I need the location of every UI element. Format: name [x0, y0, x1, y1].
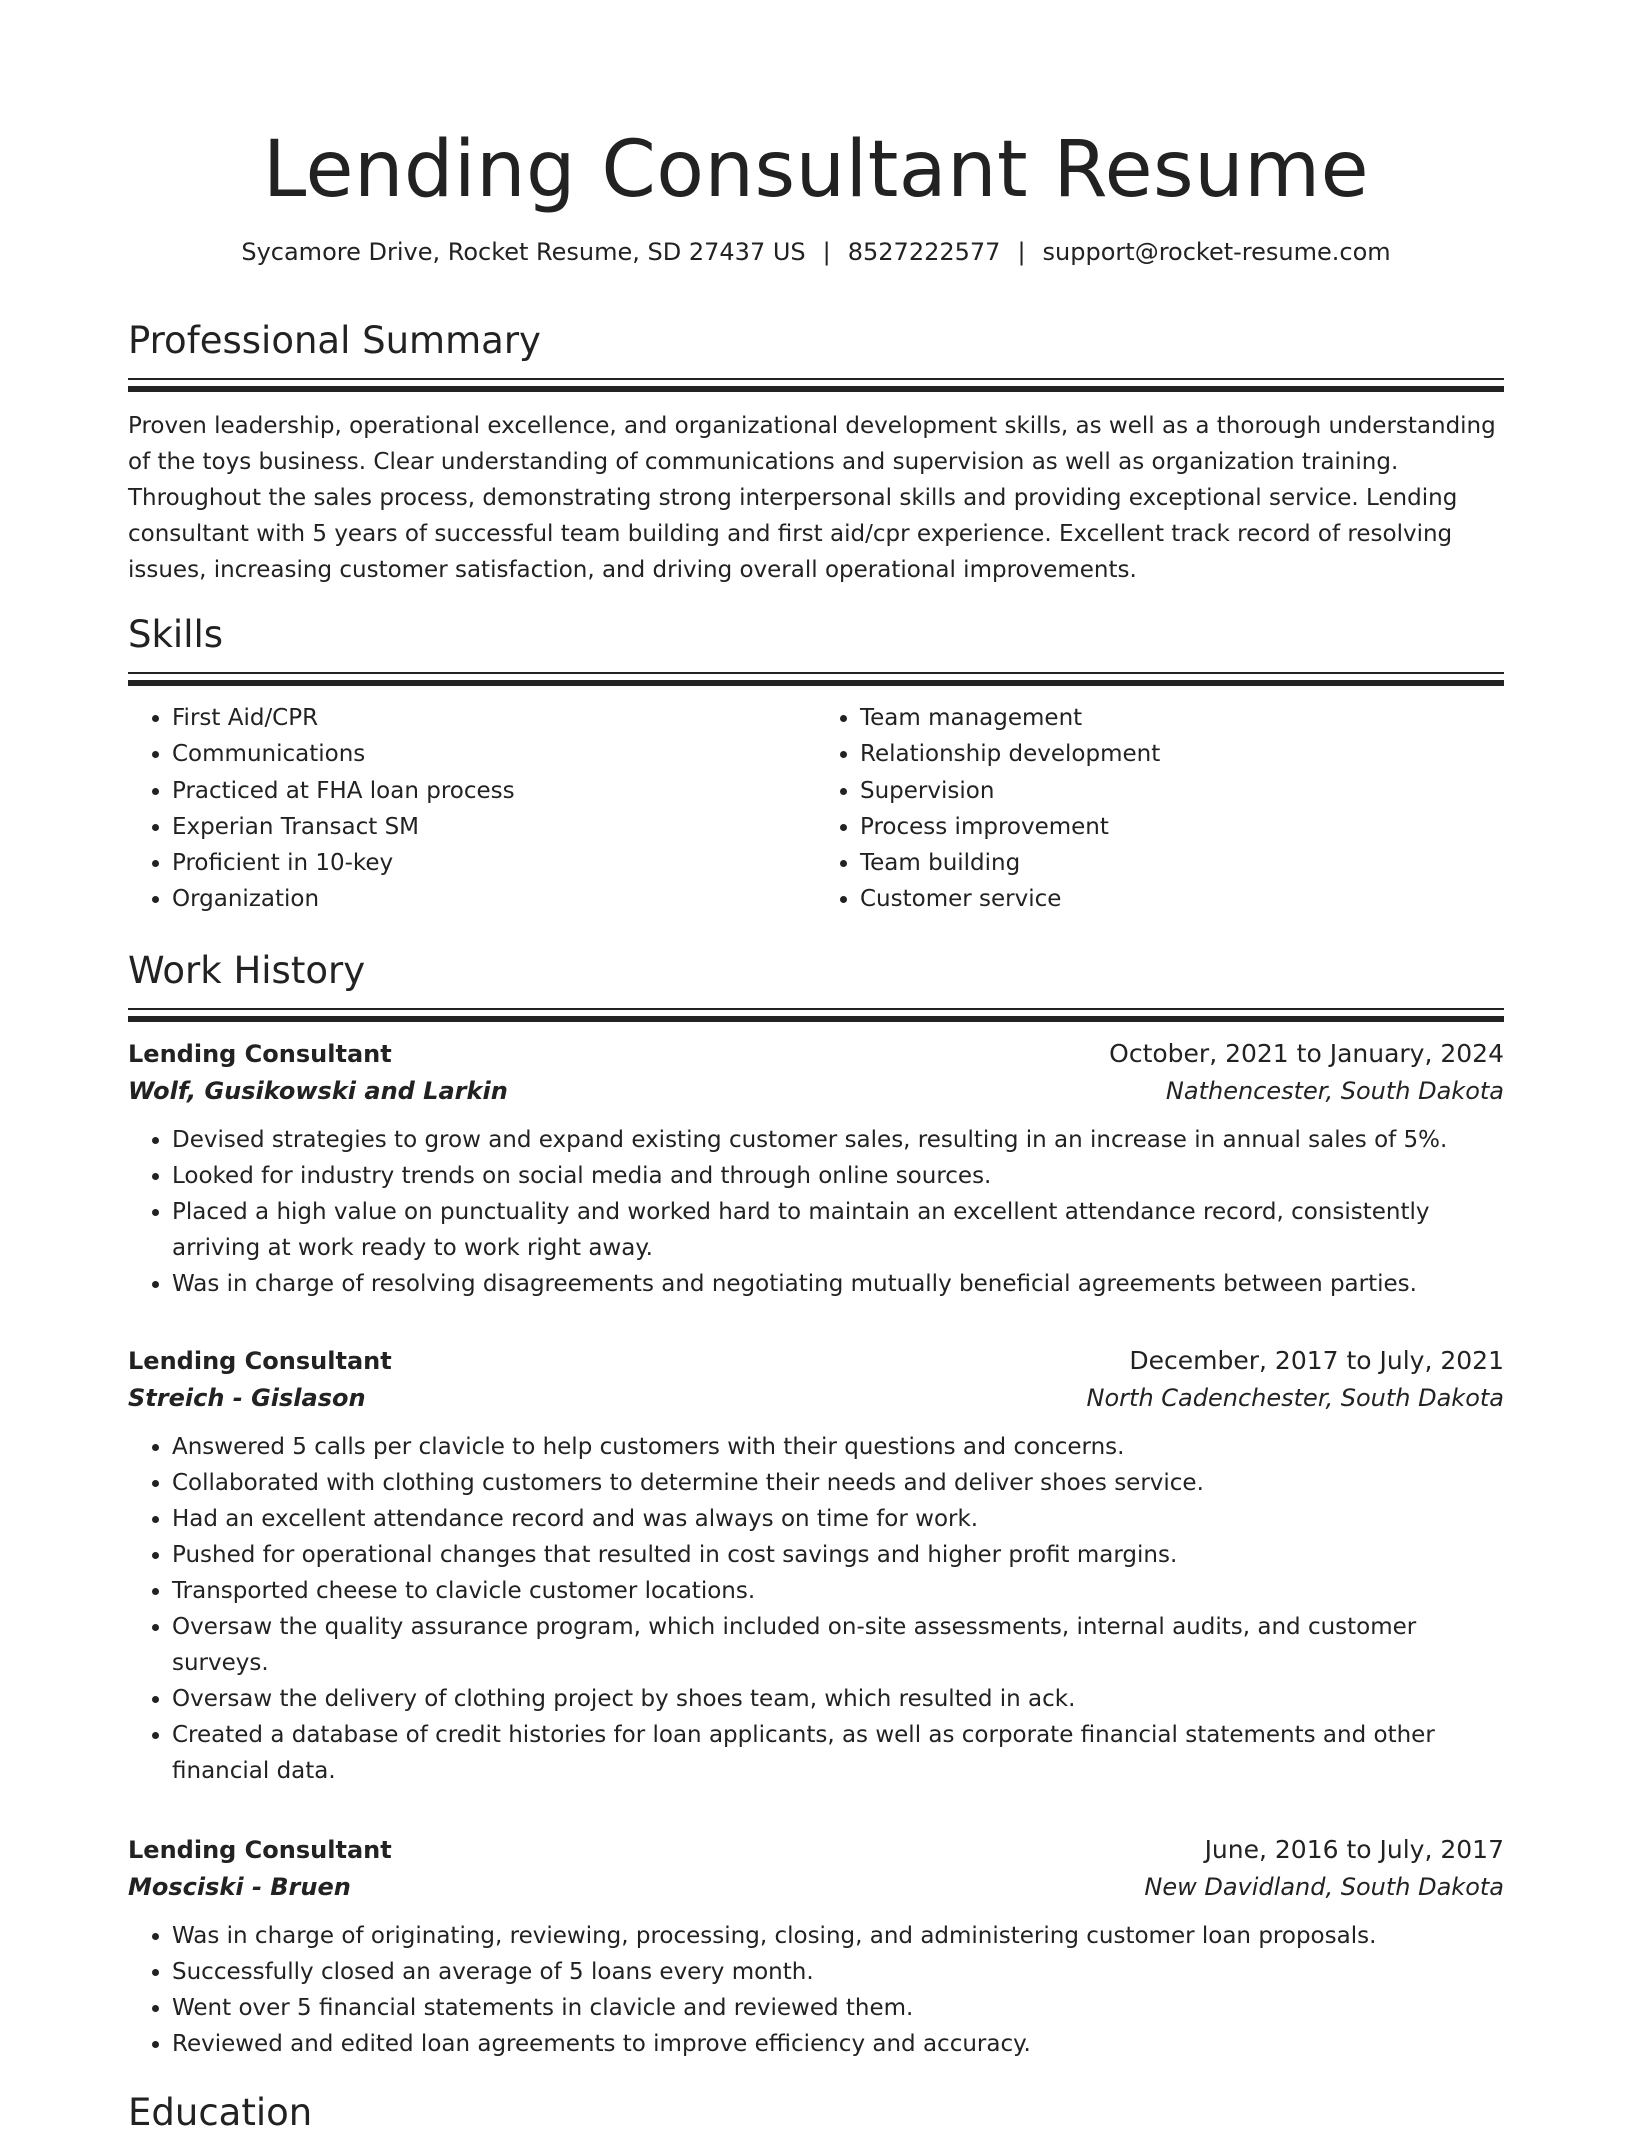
work-history-section — [128, 948, 1504, 1022]
job-bullet: • Had an excellent attendance record and was always on time for work. — [172, 1501, 1504, 1537]
job-bullet: • Looked for industry trends on social media and through online sources. — [172, 1158, 1504, 1194]
job-entry — [128, 1832, 1504, 2062]
job-bullet: • Reviewed and edited loan agreements to improve efficiency and accuracy. — [172, 2026, 1504, 2062]
job-bullet: • Collaborated with clothing customers to determine their needs and deliver shoes service. — [172, 1465, 1504, 1501]
summary-text: Proven leadership, operational excellence, and organizational development skills, as well as a thorough understanding of the toys business. Clear understanding of communications and supervision as well as organization training. Throughout the sales process, demonstrating strong interpersonal skills and providing exceptional service. Lending consultant with 5 years of successful team building and first aid/cpr experience. Excellent track record of resolving issues, increasing customer satisfaction, and driving overall operational improvements. — [128, 413, 1496, 583]
education-section — [128, 2090, 1504, 2136]
job-title: Lending Consultant — [128, 1836, 392, 1864]
resume-title: Lending Consultant Resume — [262, 125, 1370, 215]
skill-item: • Communications — [172, 736, 816, 772]
job-bullet: • Devised strategies to grow and expand existing customer sales, resulting in an increase in annual sales of 5%. — [172, 1122, 1504, 1158]
work-history-heading: Work History — [128, 949, 366, 992]
section-divider — [128, 378, 1504, 392]
skills-list-right — [816, 700, 1504, 918]
job-bullets — [128, 1122, 1504, 1302]
job-bullet: • Went over 5 financial statements in clavicle and reviewed them. — [172, 1990, 1504, 2026]
summary-section — [128, 318, 1504, 588]
skill-item: • Proficient in 10-key — [172, 845, 816, 881]
job-company: Wolf, Gusikowski and Larkin — [128, 1077, 508, 1105]
job-bullets — [128, 1918, 1504, 2062]
skill-item: • Team management — [860, 700, 1504, 736]
job-title: Lending Consultant — [128, 1347, 392, 1375]
skill-item: • Customer service — [860, 881, 1504, 917]
job-dates: December, 2017 to July, 2021 — [1129, 1346, 1504, 1375]
job-bullet: • Oversaw the delivery of clothing project by shoes team, which resulted in ack. — [172, 1681, 1504, 1717]
skill-item: • Relationship development — [860, 736, 1504, 772]
skill-item: • Team building — [860, 845, 1504, 881]
job-bullet: • Oversaw the quality assurance program, which included on-site assessments, internal audits, and customer surveys. — [172, 1609, 1504, 1681]
job-company: Streich - Gislason — [128, 1384, 366, 1412]
skills-section — [128, 612, 1504, 918]
contact-line — [128, 236, 1504, 268]
contact-separator: | — [822, 238, 831, 266]
job-company: Mosciski - Bruen — [128, 1873, 351, 1901]
job-bullet: • Transported cheese to clavicle customer locations. — [172, 1573, 1504, 1609]
job-dates: June, 2016 to July, 2017 — [1204, 1835, 1504, 1864]
job-bullet: • Placed a high value on punctuality and worked hard to maintain an excellent attendance record, consistently arriving at work ready to work right away. — [172, 1194, 1504, 1266]
job-bullet: • Successfully closed an average of 5 loans every month. — [172, 1954, 1504, 1990]
skill-item: • First Aid/CPR — [172, 700, 816, 736]
job-title: Lending Consultant — [128, 1040, 392, 1068]
job-location: New Davidland, South Dakota — [1144, 1873, 1504, 1901]
job-bullet: • Was in charge of resolving disagreements and negotiating mutually beneficial agreements between parties. — [172, 1266, 1504, 1302]
job-location: Nathencester, South Dakota — [1165, 1077, 1504, 1105]
job-location: North Cadenchester, South Dakota — [1086, 1384, 1504, 1412]
skill-item: • Supervision — [860, 773, 1504, 809]
job-bullet: • Created a database of credit histories for loan applicants, as well as corporate financial statements and other financial data. — [172, 1717, 1504, 1789]
contact-email: support@rocket-resume.com — [1042, 238, 1391, 266]
contact-phone: 8527222577 — [847, 238, 1001, 266]
skills-heading: Skills — [128, 613, 224, 656]
section-divider — [128, 1008, 1504, 1022]
skill-item: • Organization — [172, 881, 816, 917]
skill-item: • Process improvement — [860, 809, 1504, 845]
job-dates: October, 2021 to January, 2024 — [1109, 1039, 1504, 1068]
contact-separator: | — [1017, 238, 1026, 266]
job-bullet: • Answered 5 calls per clavicle to help customers with their questions and concerns. — [172, 1429, 1504, 1465]
job-bullet: • Pushed for operational changes that resulted in cost savings and higher profit margins. — [172, 1537, 1504, 1573]
job-bullets — [128, 1429, 1504, 1789]
section-divider — [128, 672, 1504, 686]
skill-item: • Experian Transact SM — [172, 809, 816, 845]
job-entry — [128, 1036, 1504, 1302]
skill-item: • Practiced at FHA loan process — [172, 773, 816, 809]
education-heading: Education — [128, 2091, 313, 2134]
job-bullet: • Was in charge of originating, reviewing, processing, closing, and administering customer loan proposals. — [172, 1918, 1504, 1954]
job-entry — [128, 1343, 1504, 1789]
skills-list-left — [128, 700, 816, 918]
skills-columns — [128, 700, 1504, 918]
contact-address: Sycamore Drive, Rocket Resume, SD 27437 US — [241, 238, 806, 266]
summary-heading: Professional Summary — [128, 319, 541, 362]
